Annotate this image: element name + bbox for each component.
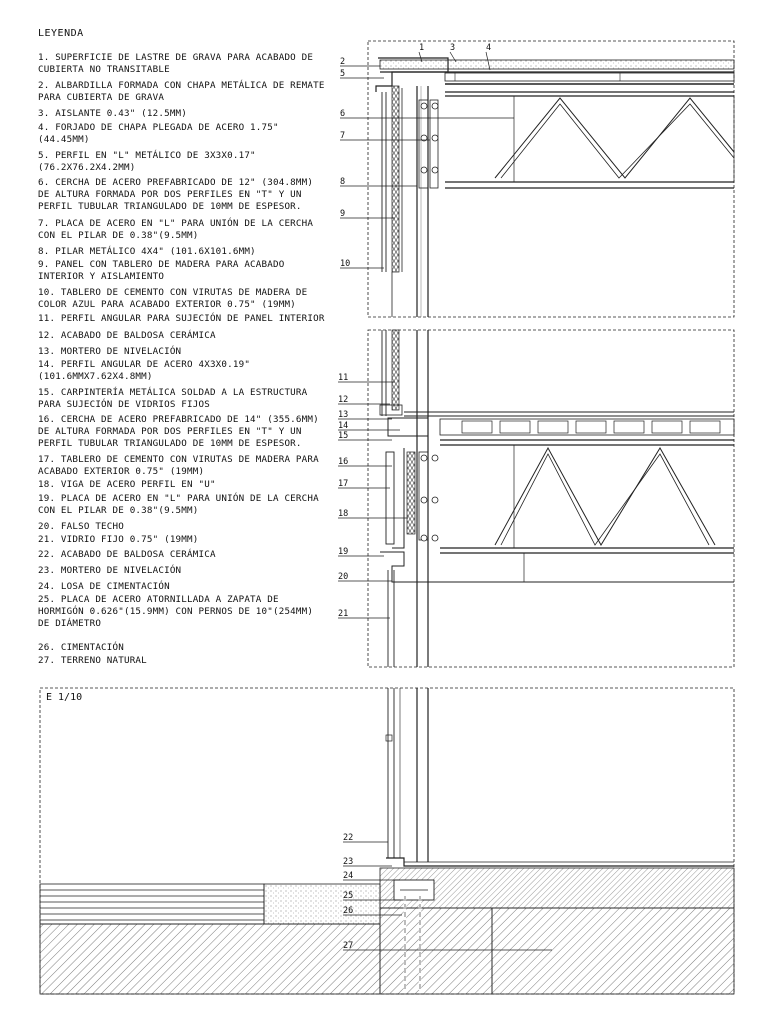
callout-number: 7 [340, 131, 346, 141]
legend-item: 24. LOSA DE CIMENTACIÓN [38, 581, 170, 592]
callout-number: 9 [340, 209, 346, 219]
legend-title: LEYENDA [38, 28, 84, 39]
callout-number: 2 [340, 57, 346, 67]
legend-item: 13. MORTERO DE NIVELACIÓN [38, 346, 182, 357]
callout-number: 13 [338, 410, 349, 420]
callout-number: 26 [343, 906, 354, 916]
callout-group [338, 43, 552, 951]
legend-item: 26. CIMENTACIÓN [38, 642, 124, 653]
callout-number: 12 [338, 395, 349, 405]
callout-number: 5 [340, 69, 346, 79]
callout-number: 3 [450, 43, 456, 53]
callout-number: 8 [340, 177, 346, 187]
legend-item: 25. PLACA DE ACERO ATORNILLADA A ZAPATA DE HORMIGÓN 0.626"(15.9MM) CON PERNOS DE 10"(254MM) DE DIÁMETRO [38, 594, 314, 629]
callout-number: 4 [486, 43, 492, 53]
legend-item: 10. TABLERO DE CEMENTO CON VIRUTAS DE MADERA DE COLOR AZUL PARA ACABADO EXTERIOR 0.75" (19MM) [38, 287, 308, 310]
callout-number: 11 [338, 373, 349, 383]
legend-item: 6. CERCHA DE ACERO PREFABRICADO DE 12" (304.8MM) DE ALTURA FORMADA POR DOS PERFILES EN "T" Y UN PERFIL TUBULAR TRIANGULADO DE 10MM DE ESPESOR. [38, 177, 314, 212]
callout-number: 18 [338, 509, 349, 519]
legend-item: 21. VIDRIO FIJO 0.75" (19MM) [38, 534, 199, 545]
legend-item: 16. CERCHA DE ACERO PREFABRICADO DE 14" (355.6MM) DE ALTURA FORMADA POR DOS PERFILES EN "T" Y UN PERFIL TUBULAR TRIANGULADO DE 10MM DE ESPESOR. [38, 414, 319, 449]
legend-item: 17. TABLERO DE CEMENTO CON VIRUTAS DE MADERA PARA ACABADO EXTERIOR 0.75" (19MM) [38, 454, 319, 477]
callout-number: 1 [419, 43, 425, 53]
floor-detail-panel [368, 330, 734, 667]
legend-item: 18. VIGA DE ACERO PERFIL EN "U" [38, 479, 216, 490]
scale-label: E 1/10 [46, 692, 83, 703]
legend-item: 7. PLACA DE ACERO EN "L" PARA UNIÓN DE LA CERCHA CON EL PILAR DE 0.38"(9.5MM) [38, 218, 314, 241]
legend-item: 22. ACABADO DE BALDOSA CERÁMICA [38, 549, 216, 560]
legend-item: 5. PERFIL EN "L" METÁLICO DE 3X3X0.17"(76.2X76.2X4.2MM) [38, 150, 256, 173]
legend-item: 19. PLACA DE ACERO EN "L" PARA UNIÓN DE LA CERCHA CON EL PILAR DE 0.38"(9.5MM) [38, 493, 319, 516]
callout-number: 21 [338, 609, 349, 619]
legend-item: 27. TERRENO NATURAL [38, 655, 147, 666]
legend-item: 8. PILAR METÁLICO 4X4" (101.6X101.6MM) [38, 246, 256, 257]
legend-item: 4. FORJADO DE CHAPA PLEGADA DE ACERO 1.75"(44.45MM) [38, 122, 279, 145]
roof-detail-panel [368, 41, 734, 317]
callout-number: 17 [338, 479, 349, 489]
foundation-detail-panel [40, 688, 734, 994]
legend-item: 12. ACABADO DE BALDOSA CERÁMICA [38, 330, 216, 341]
callout-number: 16 [338, 457, 349, 467]
callout-number: 19 [338, 547, 349, 557]
legend-item: 1. SUPERFICIE DE LASTRE DE GRAVA PARA ACABADO DE CUBIERTA NO TRANSITABLE [38, 52, 314, 75]
callout-number: 23 [343, 857, 354, 867]
callout-number: 24 [343, 871, 354, 881]
callout-number: 14 [338, 421, 349, 431]
legend-item: 11. PERFIL ANGULAR PARA SUJECIÓN DE PANEL INTERIOR [38, 313, 325, 324]
callout-number: 25 [343, 891, 354, 901]
callout-number: 27 [343, 941, 354, 951]
legend-item: 23. MORTERO DE NIVELACIÓN [38, 565, 182, 576]
legend-item: 9. PANEL CON TABLERO DE MADERA PARA ACABADO INTERIOR Y AISLAMIENTO [38, 259, 285, 282]
legend-item: 3. AISLANTE 0.43" (12.5MM) [38, 108, 188, 119]
callout-number: 10 [340, 259, 351, 269]
legend-item: 15. CARPINTERÍA METÁLICA SOLDAD A LA ESTRUCTURA PARA SUJECIÓN DE VIDRIOS FIJOS [38, 387, 308, 410]
callout-number: 22 [343, 833, 354, 843]
legend-item: 20. FALSO TECHO [38, 521, 124, 532]
callout-number: 6 [340, 109, 346, 119]
callout-number: 20 [338, 572, 349, 582]
callout-number: 15 [338, 431, 349, 441]
legend-item: 14. PERFIL ANGULAR DE ACERO 4X3X0.19" (101.6MMX7.62X4.8MM) [38, 359, 251, 382]
legend-item: 2. ALBARDILLA FORMADA CON CHAPA METÁLICA DE REMATE PARA CUBIERTA DE GRAVA [38, 80, 325, 103]
